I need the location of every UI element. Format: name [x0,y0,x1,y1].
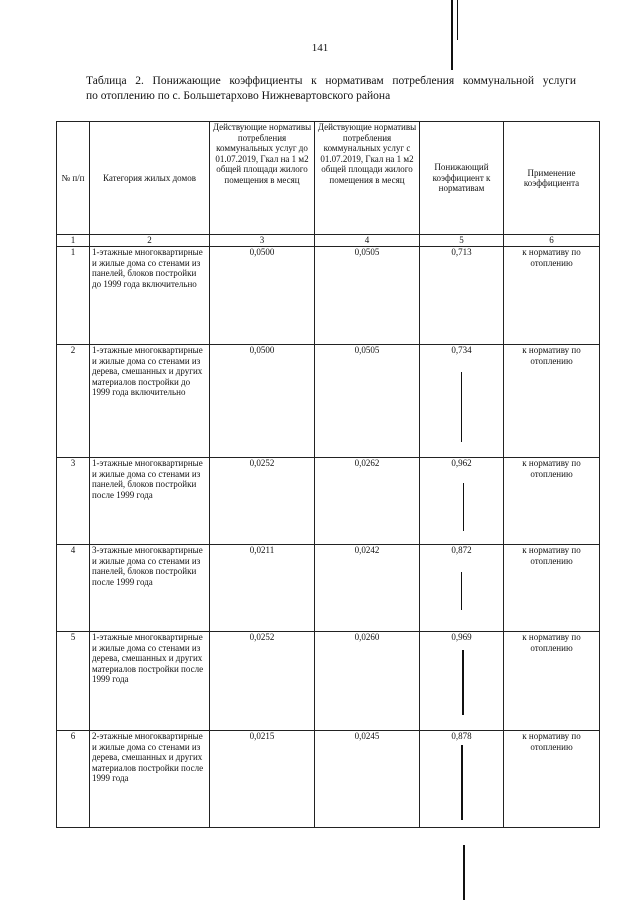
row-num: 5 [57,632,90,731]
row-coefficient: 0,734 [420,345,504,458]
caption-line-1: Таблица 2. Понижающие коэффициенты к нормативам потребления коммунальной услуги [86,75,576,87]
column-number: 1 [57,235,90,247]
scan-artifact [461,745,463,820]
column-number: 4 [315,235,420,247]
row-norm-after: 0,0505 [315,345,420,458]
row-num: 4 [57,545,90,632]
row-norm-before: 0,0252 [210,632,315,731]
row-num: 2 [57,345,90,458]
scan-artifact [461,372,462,442]
row-coefficient: 0,878 [420,731,504,828]
row-norm-before: 0,0500 [210,247,315,345]
caption-line-2: по отоплению по с. Большетархово Нижневартовского района [86,90,391,102]
row-category: 1-этажные многоквартирные и жилые дома со стенами из панелей, блоков постройки после 1999 года [90,458,210,545]
table-row [57,731,600,828]
scan-artifact [461,572,462,610]
row-norm-before: 0,0211 [210,545,315,632]
row-norm-before: 0,0500 [210,345,315,458]
column-number: 3 [210,235,315,247]
row-num: 6 [57,731,90,828]
row-num: 1 [57,247,90,345]
header-application: Применение коэффициента [504,122,600,235]
row-application: к нормативу по отоплению [504,345,600,458]
column-number: 6 [504,235,600,247]
scan-artifact [462,650,464,715]
row-coefficient: 0,872 [420,545,504,632]
row-norm-after: 0,0262 [315,458,420,545]
header-coefficient: Понижающий коэффициент к нормативам [420,122,504,235]
header-norm-before: Действующие нормативы потребления коммунальных услуг до 01.07.2019, Гкал на 1 м2 общей площади жилого помещения в месяц [210,122,315,235]
header-num: № п/п [57,122,90,235]
row-norm-after: 0,0245 [315,731,420,828]
column-number: 2 [90,235,210,247]
scan-artifact [463,483,464,531]
row-norm-before: 0,0252 [210,458,315,545]
row-category: 3-этажные многоквартирные и жилые дома со стенами из панелей, блоков постройки после 1999 года [90,545,210,632]
coefficients-table [56,121,600,828]
row-application: к нормативу по отоплению [504,247,600,345]
row-coefficient: 0,713 [420,247,504,345]
header-norm-after: Действующие нормативы потребления коммунальных услуг с 01.07.2019, Гкал на 1 м2 общей площади жилого помещения в месяц [315,122,420,235]
table-row [57,247,600,345]
column-number: 5 [420,235,504,247]
row-category: 2-этажные многоквартирные и жилые дома со стенами из дерева, смешанных и других материалов постройки после 1999 года [90,731,210,828]
row-num: 3 [57,458,90,545]
row-category: 1-этажные многоквартирные и жилые дома со стенами из панелей, блоков постройки до 1999 года включительно [90,247,210,345]
row-category: 1-этажные многоквартирные и жилые дома со стенами из дерева, смешанных и других материалов постройки после 1999 года [90,632,210,731]
row-coefficient: 0,962 [420,458,504,545]
column-number-row [57,235,600,247]
scan-artifact [457,0,458,40]
scan-artifact [463,845,465,900]
table-caption [86,74,576,104]
row-application: к нормативу по отоплению [504,731,600,828]
row-category: 1-этажные многоквартирные и жилые дома со стенами из дерева, смешанных и других материалов постройки до 1999 года включительно [90,345,210,458]
row-norm-after: 0,0505 [315,247,420,345]
header-category: Категория жилых домов [90,122,210,235]
page-number: 141 [311,42,329,54]
table-row [57,632,600,731]
row-application: к нормативу по отоплению [504,458,600,545]
row-norm-after: 0,0260 [315,632,420,731]
table-row [57,345,600,458]
row-application: к нормативу по отоплению [504,632,600,731]
row-norm-after: 0,0242 [315,545,420,632]
row-coefficient: 0,969 [420,632,504,731]
row-norm-before: 0,0215 [210,731,315,828]
row-application: к нормативу по отоплению [504,545,600,632]
scan-artifact [451,0,453,70]
table-row [57,458,600,545]
table-row [57,545,600,632]
header-row [57,122,600,235]
